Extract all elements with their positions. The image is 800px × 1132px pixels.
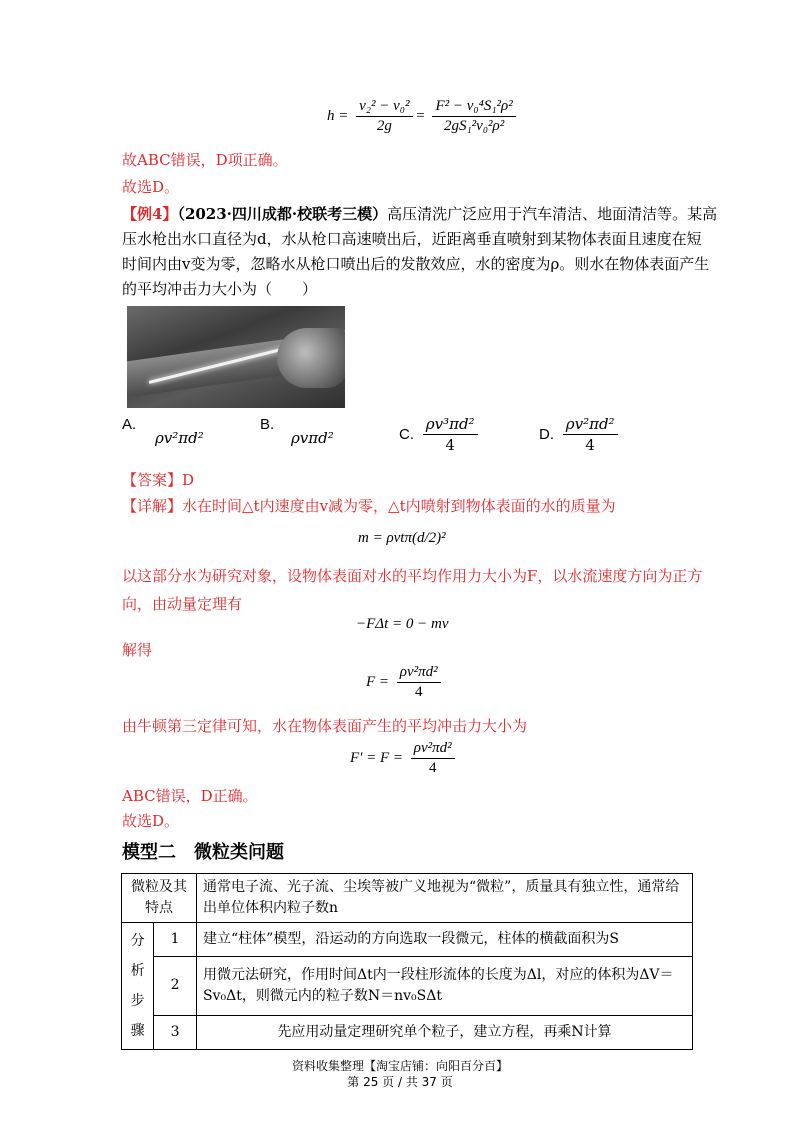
option-d-num: ρv²πd² — [563, 415, 618, 435]
top-formula — [327, 98, 516, 135]
formula-frac1-den: 2g — [376, 118, 392, 134]
conclusion-line-2: 故选D。 — [122, 178, 180, 196]
detail-eq-3-den: 4 — [414, 684, 423, 700]
detail-eq-3-num: ρv²πd² — [397, 664, 441, 683]
detail-eq-3 — [366, 664, 441, 701]
detail-tag: 【详解】 — [122, 497, 183, 515]
detail-eq-4 — [350, 740, 455, 777]
formula-frac2-den: 2gS₁²v₀²ρ² — [443, 118, 505, 134]
option-d-label: D. — [539, 426, 554, 443]
option-c-label: C. — [399, 426, 414, 443]
example-line-2: 压水枪出水口直径为d，水从枪口高速喷出后，近距离垂直喷射到某物体表面且速度在短 — [122, 230, 702, 248]
pressure-washer-photo — [127, 306, 345, 408]
detail-eq-4-num: ρv²πd² — [411, 740, 455, 759]
option-c-num: ρv³πd² — [423, 415, 478, 435]
example-tag: 【例4】 — [122, 205, 178, 223]
footer-page-number: 第 25 页 / 共 37 页 — [347, 1075, 453, 1089]
detail-eq-4-den: 4 — [428, 760, 437, 776]
option-c[interactable] — [399, 415, 478, 454]
detail-line-5: 由牛顿第三定律可知，水在物体表面产生的平均冲击力大小为 — [122, 717, 528, 735]
step-num-cell: 1 — [154, 923, 197, 957]
step-text-cell: 用微元法研究，作用时间Δt内一段柱形流体的长度为Δl，对应的体积为ΔV＝Sv₀Δt，则微元内的粒子数N＝nv₀SΔt — [197, 956, 693, 1015]
steps-table — [121, 873, 693, 1050]
step-text-cell: 先应用动量定理研究单个粒子，建立方程，再乘N计算 — [197, 1016, 693, 1050]
option-b-formula: ρvπd² — [290, 429, 334, 447]
section-title: 模型二 微粒类问题 — [122, 842, 284, 863]
formula-eq: = — [416, 107, 425, 124]
table-row — [122, 1016, 693, 1050]
side-label-cell: 分析步骤 — [122, 923, 154, 1050]
example-line-1 — [122, 204, 717, 224]
header-label-cell: 微粒及其特点 — [122, 874, 197, 923]
table-row — [122, 956, 693, 1015]
formula-lhs: h = — [327, 107, 349, 124]
detail-line-4: 解得 — [122, 641, 153, 659]
detail-eq-3-lhs: F = — [366, 673, 390, 690]
example-line-4: 的平均冲击力大小为（ ） — [122, 280, 318, 298]
detail-line-1 — [122, 496, 616, 516]
detail-text-1: 水在时间△t内速度由v减为零，△t内喷射到物体表面的水的质量为 — [182, 497, 616, 515]
detail-line-7: 故选D。 — [122, 812, 180, 830]
option-b[interactable] — [260, 415, 334, 447]
detail-line-2: 以这部分水为研究对象，设物体表面对水的平均作用力大小为F，以水流速度方向为正方 — [122, 567, 703, 585]
detail-eq-1: m = ρvtπ(d/2)² — [358, 530, 446, 546]
option-a[interactable] — [122, 415, 204, 447]
option-d[interactable] — [539, 415, 618, 454]
step-text-cell: 建立“柱体”模型，沿运动的方向选取一段微元，柱体的横截面积为S — [197, 923, 693, 957]
step-num-cell: 2 — [154, 956, 197, 1015]
footer-source: 资料收集整理【淘宝店铺：向阳百分百】 — [291, 1059, 508, 1073]
option-a-formula: ρv²πd² — [154, 429, 204, 447]
formula-frac1-num: v₂² − v₀² — [356, 98, 412, 117]
detail-line-3: 向，由动量定理有 — [122, 595, 243, 613]
step-num-cell: 3 — [154, 1016, 197, 1050]
conclusion-line-1: 故ABC错误，D项正确。 — [122, 151, 288, 169]
option-d-den: 4 — [585, 436, 595, 454]
option-c-den: 4 — [445, 436, 455, 454]
detail-eq-4-lhs: F' = F = — [350, 749, 404, 766]
header-text-cell: 通常电子流、光子流、尘埃等被广义地视为“微粒”，质量具有独立性，通常给出单位体积内粒子数n — [197, 874, 693, 923]
formula-frac2-num: F² − v₀⁴S₁²ρ² — [432, 98, 515, 117]
option-a-label: A. — [122, 416, 137, 433]
example-source: （2023·四川成都·校联考三模） — [177, 205, 388, 223]
table-row — [122, 923, 693, 957]
option-b-label: B. — [260, 416, 275, 433]
table-row — [122, 874, 693, 923]
example-line-3: 时间内由v变为零，忽略水从枪口喷出后的发散效应，水的密度为ρ。则水在物体表面产生 — [122, 255, 710, 273]
answer-line: 【答案】D — [122, 471, 195, 489]
detail-line-6: ABC错误，D正确。 — [122, 787, 258, 805]
example-text-1: 高压清洗广泛应用于汽车清洁、地面清洁等。某高 — [387, 205, 718, 223]
detail-eq-2: −FΔt = 0 − mv — [356, 616, 449, 632]
